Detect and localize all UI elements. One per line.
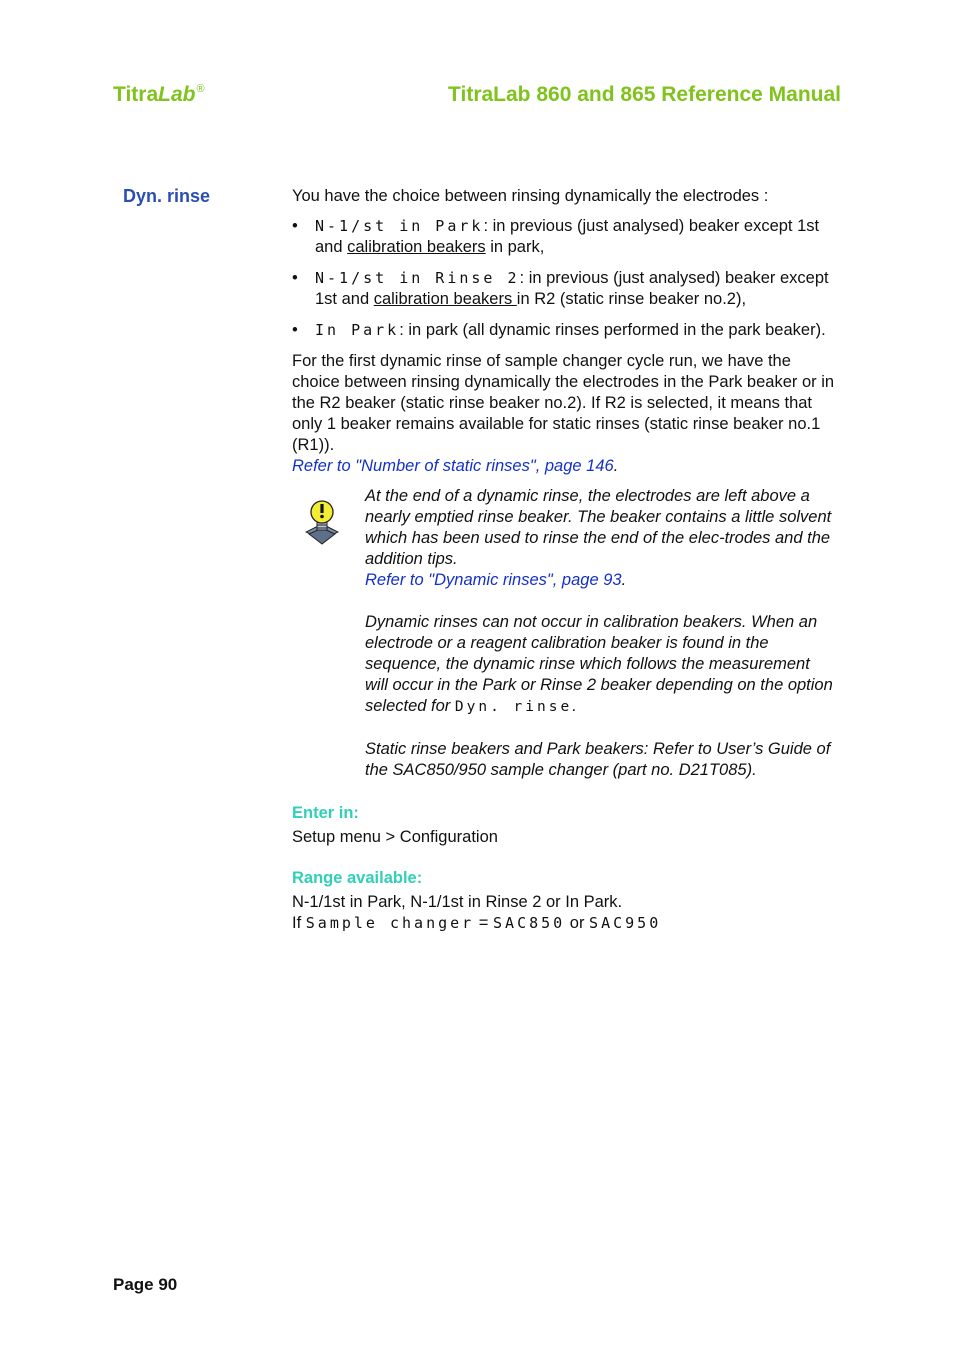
first-dynamic-rinse-paragraph: For the first dynamic rinse of sample changer cycle run, we have the choice between rinsing dynamically the electrodes in the Park beaker or in the R2 beaker (static rinse beaker no.2). If R2 is selected, it means that only 1 beaker remains available for static rinses (static rinse beaker no.1 (R1)). — [292, 352, 835, 454]
enter-in-text: Setup menu > Configuration — [292, 828, 498, 846]
bullet: • — [292, 217, 298, 235]
calibration-beakers-link[interactable]: calibration beakers — [373, 290, 517, 308]
range-text: N-1/1st in Park, N-1/1st in Rinse 2 or In Park. — [292, 893, 623, 911]
range-heading: Range available: — [292, 869, 423, 887]
main-content — [292, 186, 837, 934]
static-rinses-link[interactable]: Refer to "Number of static rinses", page 146 — [292, 457, 614, 475]
options-list — [292, 216, 837, 341]
section-side-title: Dyn. rinse — [123, 186, 211, 206]
note-box — [292, 486, 837, 781]
note-paragraph: Static rinse beakers and Park beakers: Refer to User’s Guide of the SAC850/950 sample changer (part no. D21T085). — [365, 740, 831, 779]
reference-line: Refer to "Number of static rinses", page 146. — [292, 457, 619, 475]
manual-title: TitraLab 860 and 865 Reference Manual — [448, 83, 841, 106]
lightbulb-warning-icon — [305, 498, 339, 546]
intro-text: You have the choice between rinsing dynamically the electrodes : — [292, 187, 769, 205]
note-paragraph: Dynamic rinses can not occur in calibration beakers. When an electrode or a reagent calibration beaker is found in the sequence, the dynamic rinse which follows the measurement will occur in the Park or Rinse 2 beaker depending on the option selected for Dyn. rinse. — [365, 613, 833, 715]
list-item: • In Park: in park (all dynamic rinses performed in the park beaker). — [292, 321, 826, 339]
calibration-beakers-link[interactable]: calibration beakers — [347, 238, 486, 256]
page-number: Page 90 — [113, 1275, 178, 1294]
range-condition: If Sample changer = SAC850 or SAC950 — [292, 914, 662, 932]
bullet: • — [292, 321, 298, 339]
enter-in-heading: Enter in: — [292, 804, 359, 822]
list-item: • N-1/st in Rinse 2: in previous (just analysed) beaker except 1st and calibration beakers in R2 (static rinse beaker no.2), — [292, 269, 829, 308]
option-code: N-1/st in Park — [315, 217, 484, 235]
option-code: In Park — [315, 321, 400, 339]
dynamic-rinses-link[interactable]: Refer to "Dynamic rinses", page 93 — [365, 571, 622, 589]
brand-logo: TitraLab® — [113, 83, 205, 106]
note-paragraph: At the end of a dynamic rinse, the electrodes are left above a nearly emptied rinse beaker. The beaker contains a little solvent which has been used to rinse the end of the elec-trodes and the addition tips. Refer to "Dynamic rinses", page 93. — [365, 487, 832, 589]
option-code: N-1/st in Rinse 2 — [315, 269, 520, 287]
list-item: • N-1/st in Park: in previous (just analysed) beaker except 1st and calibration beakers in park, — [292, 217, 820, 256]
bullet: • — [292, 269, 298, 287]
option-code: Dyn. rinse — [454, 699, 573, 715]
